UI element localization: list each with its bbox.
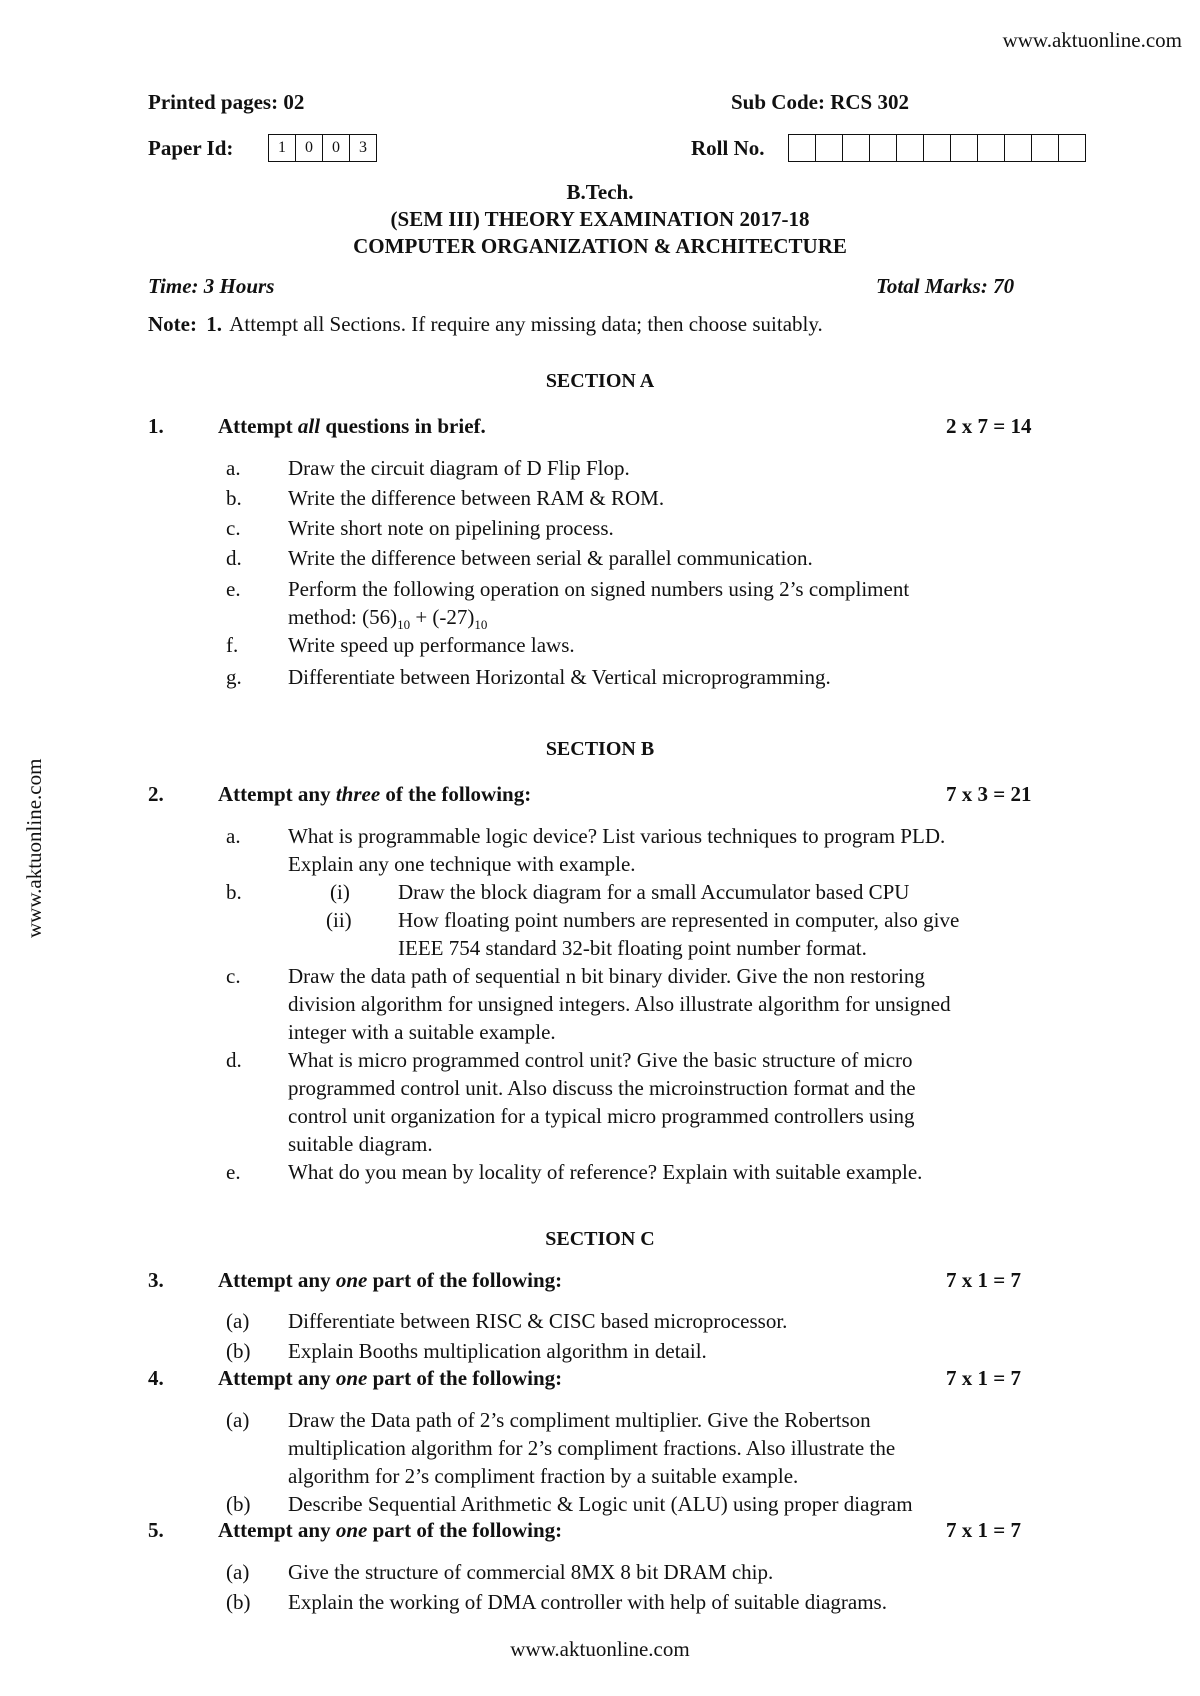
q1-heading: Attempt all questions in brief. [218,414,486,438]
q1-number: 1. [148,414,164,438]
note-text: Attempt all Sections. If require any missing data; then choose suitably. [229,312,823,336]
note-label: Note: [148,312,197,336]
paper-id-digit: 0 [296,135,323,161]
q5-heading: Attempt any one part of the following: [218,1518,563,1542]
q2-number: 2. [148,782,164,806]
exam-title: (SEM III) THEORY EXAMINATION 2017-18 [390,207,810,231]
sub-code: Sub Code: RCS 302 [731,90,909,114]
q2-marks: 7 x 3 = 21 [946,782,1032,806]
q4-number: 4. [148,1366,164,1390]
q3-number: 3. [148,1268,164,1292]
subject-title: COMPUTER ORGANIZATION & ARCHITECTURE [353,234,847,258]
q3-heading: Attempt any one part of the following: [218,1268,563,1292]
q5-marks: 7 x 1 = 7 [946,1518,1021,1542]
roll-no-label: Roll No. [691,136,765,160]
time: Time: 3 Hours [148,274,275,298]
section-c-title: SECTION C [545,1228,655,1250]
printed-pages: Printed pages: 02 [148,90,305,114]
paper-id-label: Paper Id: [148,136,234,160]
note-number: 1. [206,312,222,336]
q1-marks: 2 x 7 = 14 [946,414,1032,438]
q3-marks: 7 x 1 = 7 [946,1268,1021,1292]
roll-no-boxes[interactable] [788,134,1086,166]
section-a-title: SECTION A [545,370,655,392]
note [148,312,823,337]
q2-heading: Attempt any three of the following: [218,782,532,806]
paper-id-digit: 1 [269,135,296,161]
paper-id-digit: 3 [359,139,367,156]
watermark-top: www.aktuonline.com [1002,28,1182,52]
q5-number: 5. [148,1518,164,1542]
watermark-bottom: www.aktuonline.com [510,1637,690,1661]
total-marks: Total Marks: 70 [876,274,1015,298]
section-b-title: SECTION B [545,738,655,760]
q4-heading: Attempt any one part of the following: [218,1366,563,1390]
watermark-side: www.aktuonline.com [22,758,46,938]
q4-marks: 7 x 1 = 7 [946,1366,1021,1390]
paper-id-digit: 0 [323,135,350,161]
degree: B.Tech. [566,180,634,204]
paper-id-boxes [268,134,377,162]
